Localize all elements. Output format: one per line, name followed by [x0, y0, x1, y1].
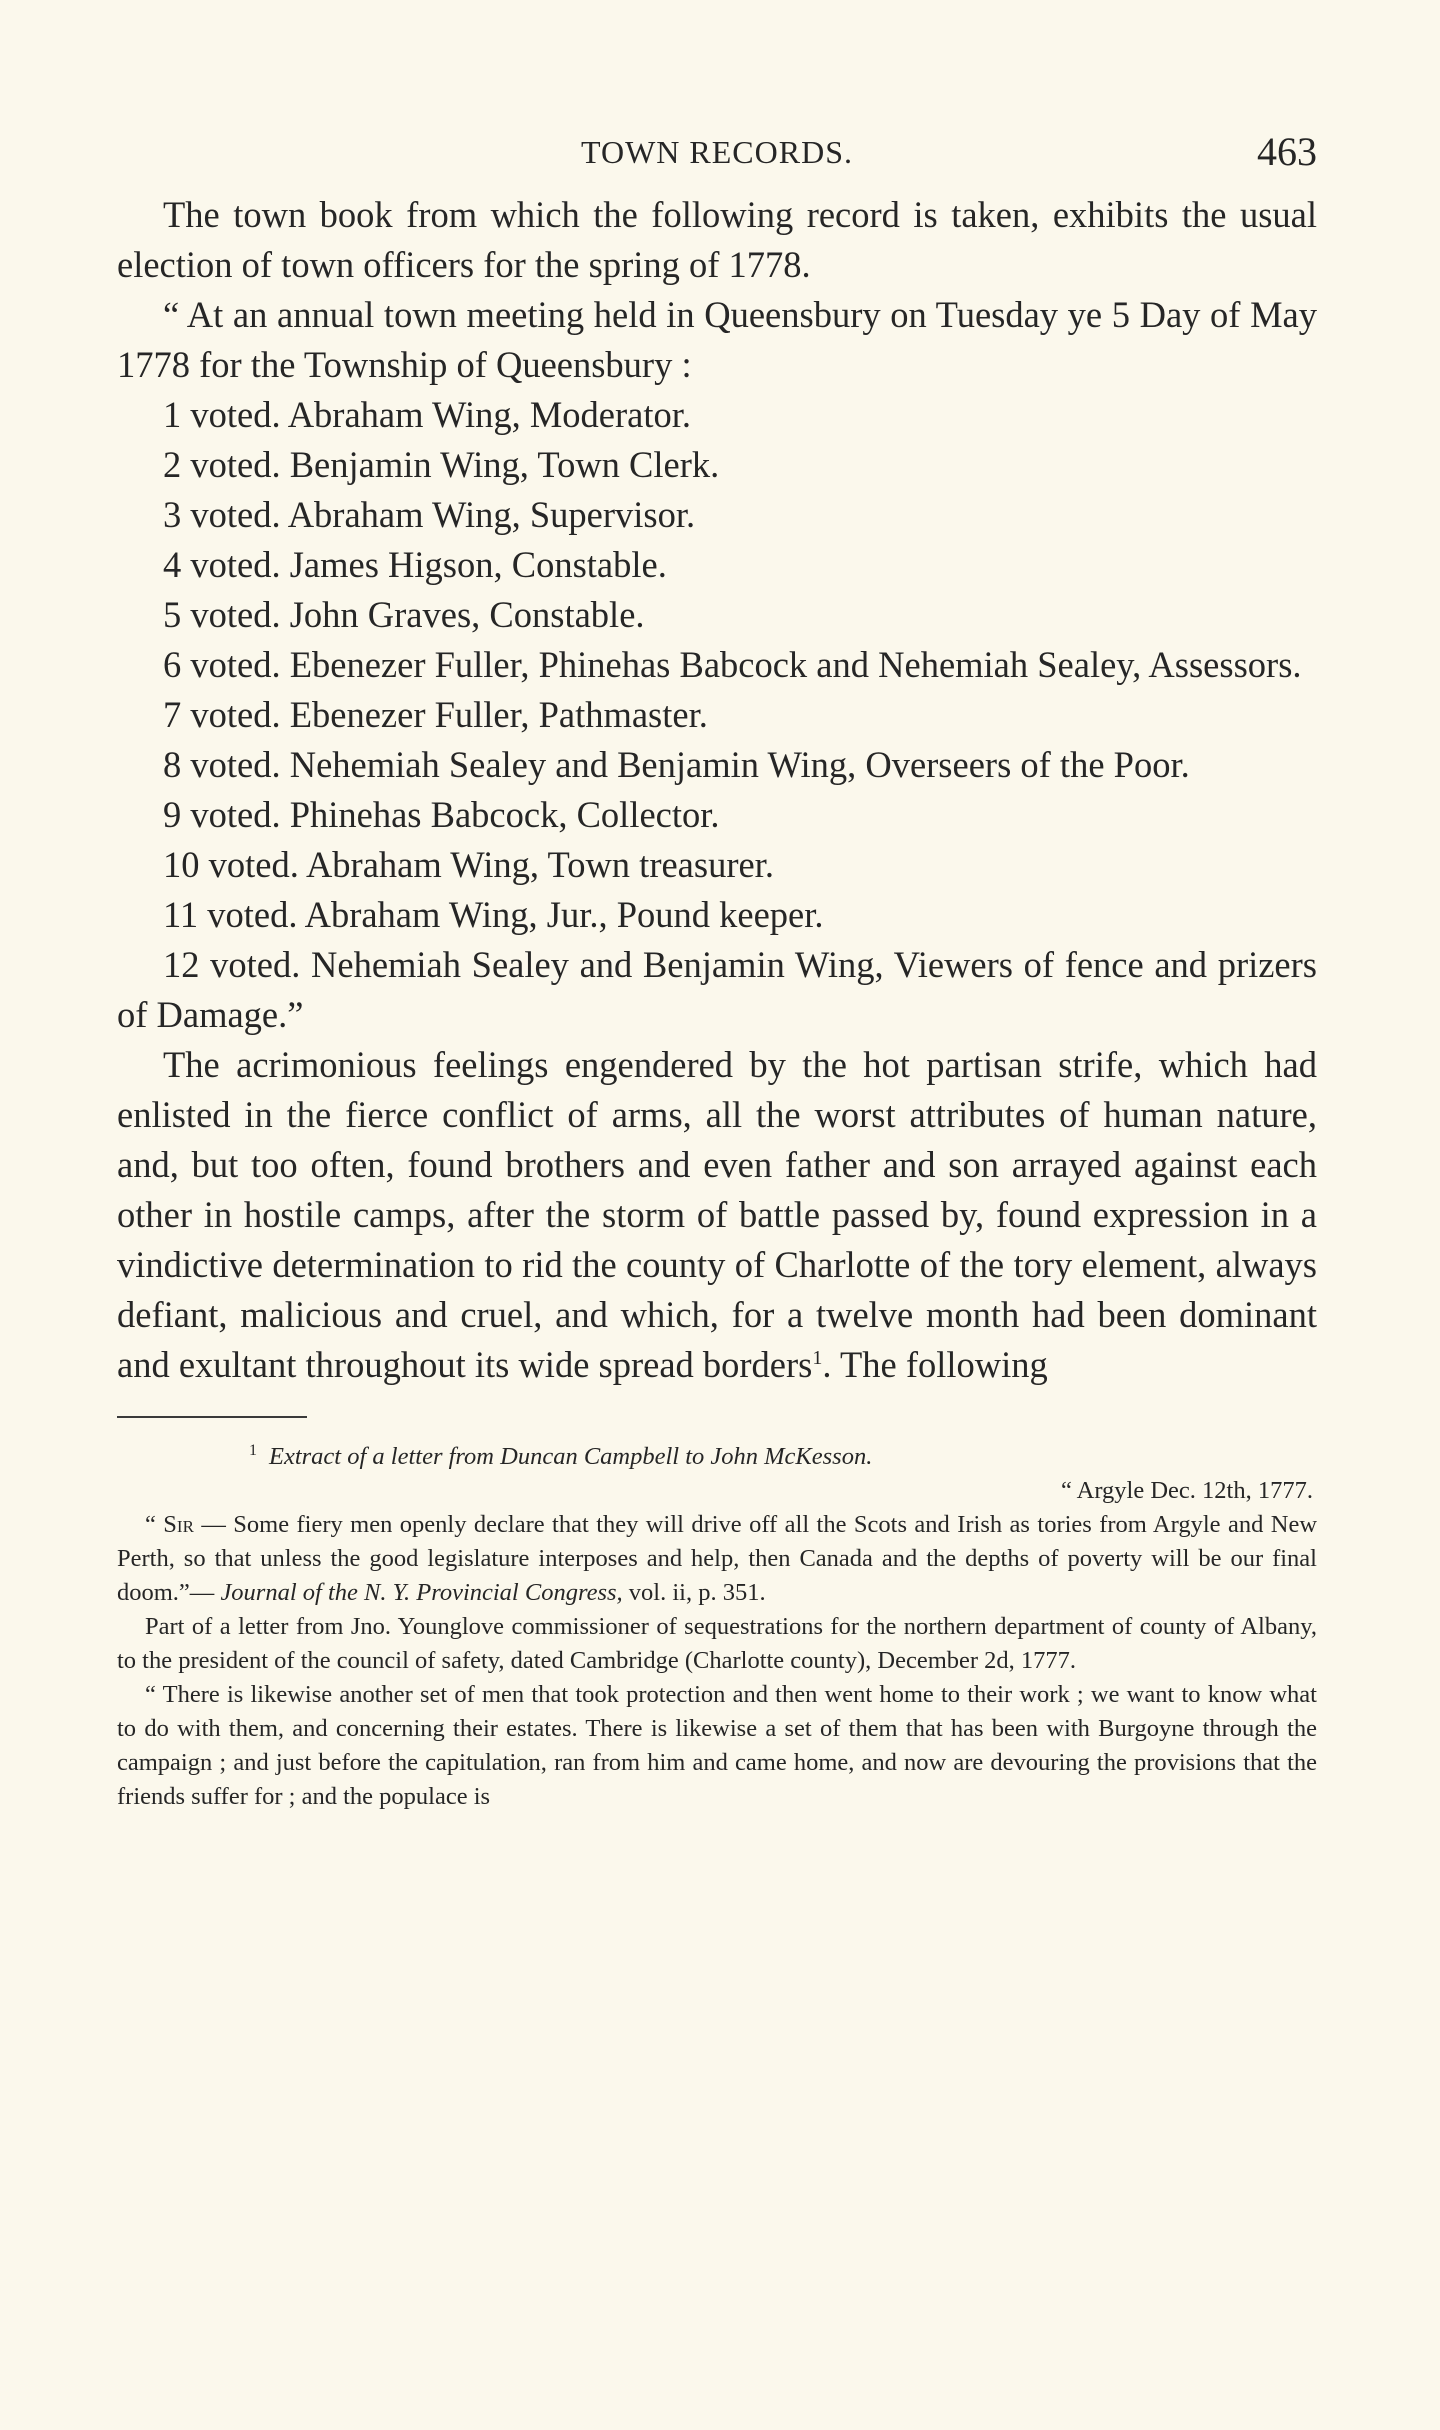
page-header: [117, 128, 1317, 190]
meeting-opening: “ At an annual town meeting held in Queensbury on Tuesday ye 5 Day of May 1778 for the Township of Queensbury :: [117, 294, 1317, 385]
vote-entry: 12 voted. Nehemiah Sealey and Benjamin Wing, Viewers of fence and prizers of Damage.”: [117, 944, 1317, 1035]
narrative-tail: . The following: [822, 1344, 1048, 1385]
vote-entry: 6 voted. Ebenezer Fuller, Phinehas Babcock and Nehemiah Sealey, Assessors.: [163, 644, 1302, 685]
intro-paragraph: The town book from which the following record is taken, exhibits the usual election of town officers for the spring of 1778.: [117, 194, 1317, 285]
footnote-dateline: “ Argyle Dec. 12th, 1777.: [1061, 1477, 1313, 1505]
vote-entry: 9 voted. Phinehas Babcock, Collector.: [163, 794, 720, 835]
vote-entry: 4 voted. James Higson, Constable.: [163, 544, 667, 585]
footnote-marker: 1: [249, 1442, 257, 1459]
letter-body: — Some fiery men openly declare that they will drive off all the Scots and Irish as tories from Argyle and New Perth, so that unless the good legislature interposes and help, then Canada and the depths of poverty will be our final doom.”—: [117, 1511, 1318, 1607]
main-text: [117, 190, 1317, 1390]
narrative-paragraph: [117, 1040, 1317, 1390]
footnote-part-of-letter: Part of a letter from Jno. Younglove commissioner of sequestrations for the northern department of county of Albany, to the president of the council of safety, dated Cambridge (Charlotte county), December 2d, 1777.: [117, 1613, 1317, 1675]
vote-entry: 11 voted. Abraham Wing, Jur., Pound keeper.: [163, 894, 824, 935]
vote-entry: 3 voted. Abraham Wing, Supervisor.: [163, 494, 696, 535]
footnote-divider: [117, 1416, 307, 1418]
footnotes: [117, 1434, 1317, 1814]
vote-entry: 5 voted. John Graves, Constable.: [163, 594, 645, 635]
citation-title: Journal of the N. Y. Provincial Congress,: [220, 1579, 623, 1607]
page-number: 463: [1257, 129, 1317, 174]
footnote-heading: [117, 1434, 1317, 1474]
vote-entry: 7 voted. Ebenezer Fuller, Pathmaster.: [163, 694, 708, 735]
footnote-reference: 1: [812, 1346, 823, 1369]
footnote-letter: [117, 1508, 1317, 1610]
vote-entry: 1 voted. Abraham Wing, Moderator.: [163, 394, 692, 435]
vote-entry: 10 voted. Abraham Wing, Town treasurer.: [163, 844, 774, 885]
running-title: TOWN RECORDS.: [581, 134, 853, 170]
citation-detail: vol. ii, p. 351.: [622, 1579, 766, 1607]
vote-entry: 2 voted. Benjamin Wing, Town Clerk.: [163, 444, 720, 485]
book-page: [117, 128, 1317, 1814]
footnote-heading-text: Extract of a letter from Duncan Campbell to John McKesson.: [269, 1443, 873, 1471]
vote-entry: 8 voted. Nehemiah Sealey and Benjamin Wing, Overseers of the Poor.: [163, 744, 1190, 785]
footnote-quote: “ There is likewise another set of men that took protection and then went home to their work ; we want to know what to do with them, and concerning their estates. There is likewise a set of them that has been with Burgoyne through the campaign ; and just before the capitulation, ran from him and came home, and now are devouring the provisions that the friends suffer for ; and the populace is: [117, 1681, 1317, 1811]
narrative-text: The acrimonious feelings engendered by the hot partisan strife, which had enlisted in the fierce conflict of arms, all the worst attributes of human nature, and, but too often, found brothers and even father and son arrayed against each other in hostile camps, after the storm of battle passed by, found expression in a vindictive determination to rid the county of Charlotte of the tory element, always defiant, malicious and cruel, and which, for a twelve month had been dominant and exultant throughout its wide spread borders: [117, 1044, 1317, 1385]
letter-salutation: “ Sir: [145, 1511, 194, 1539]
